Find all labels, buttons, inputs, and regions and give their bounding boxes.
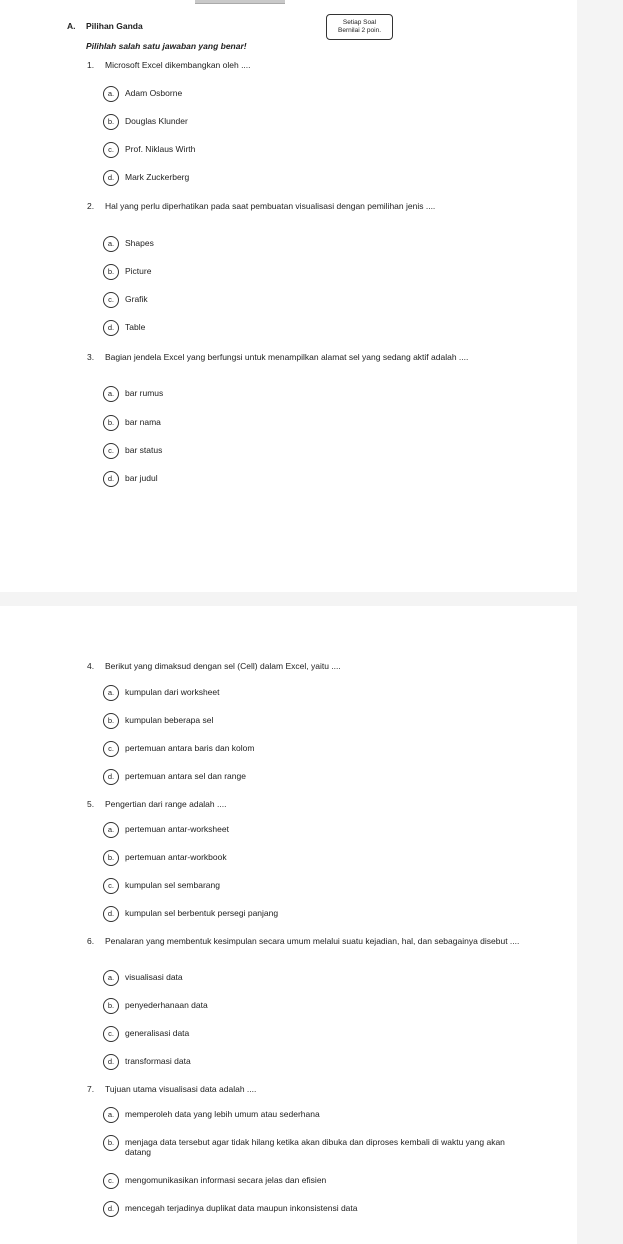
- option-key: a.: [103, 1107, 119, 1123]
- option-key: b.: [103, 1135, 119, 1151]
- badge-line-1: Setiap Soal: [342, 19, 377, 26]
- option-label: Picture: [125, 266, 152, 276]
- option-key: c.: [103, 292, 119, 308]
- option-key: a.: [103, 86, 119, 102]
- question-number: 2.: [87, 201, 95, 211]
- option-label: pertemuan antara sel dan range: [125, 771, 246, 781]
- question-text: Berikut yang dimaksud dengan sel (Cell) dalam Excel, yaitu ....: [105, 661, 341, 671]
- question-7: [87, 1084, 527, 1094]
- header-bar: [195, 0, 285, 4]
- option-label: penyederhanaan data: [125, 1000, 208, 1010]
- question-text: Microsoft Excel dikembangkan oleh ....: [105, 60, 251, 70]
- option-label: bar judul: [125, 473, 158, 483]
- question-6: [87, 936, 527, 946]
- question-number: 1.: [87, 60, 95, 70]
- option-key: b.: [103, 998, 119, 1014]
- option-key: a.: [103, 236, 119, 252]
- question-number: 6.: [87, 936, 95, 946]
- page-1: [0, 0, 577, 592]
- option-label: pertemuan antar-worksheet: [125, 824, 229, 834]
- option-key: c.: [103, 741, 119, 757]
- option-key: d.: [103, 471, 119, 487]
- option-label: Mark Zuckerberg: [125, 172, 190, 182]
- option-key: c.: [103, 878, 119, 894]
- question-5: [87, 799, 527, 809]
- section-letter: A.: [67, 21, 76, 31]
- option-label: kumpulan beberapa sel: [125, 715, 214, 725]
- option-label: pertemuan antara baris dan kolom: [125, 743, 255, 753]
- option-label: transformasi data: [125, 1056, 191, 1066]
- question-1: [87, 60, 527, 70]
- question-text: Pengertian dari range adalah ....: [105, 799, 227, 809]
- option-key: c.: [103, 1026, 119, 1042]
- option-label: memperoleh data yang lebih umum atau sederhana: [125, 1109, 320, 1119]
- option-label: bar status: [125, 445, 163, 455]
- question-3: [87, 352, 527, 362]
- option-label: Adam Osborne: [125, 88, 183, 98]
- option-key: b.: [103, 415, 119, 431]
- instruction: Pilihlah salah satu jawaban yang benar!: [86, 41, 247, 51]
- option-key: d.: [103, 1054, 119, 1070]
- option-key: c.: [103, 1173, 119, 1189]
- page-2: [0, 606, 577, 1244]
- option-key: b.: [103, 850, 119, 866]
- points-badge: [326, 14, 393, 40]
- option-label: mengomunikasikan informasi secara jelas dan efisien: [125, 1175, 327, 1185]
- option-label: bar nama: [125, 417, 161, 427]
- option-key: d.: [103, 906, 119, 922]
- option-key: a.: [103, 822, 119, 838]
- question-4: [87, 661, 527, 671]
- option-key: a.: [103, 970, 119, 986]
- option-label: kumpulan sel sembarang: [125, 880, 220, 890]
- option-key: c.: [103, 142, 119, 158]
- question-text: Tujuan utama visualisasi data adalah ....: [105, 1084, 257, 1094]
- question-number: 7.: [87, 1084, 95, 1094]
- option-key: a.: [103, 685, 119, 701]
- option-key: d.: [103, 320, 119, 336]
- option-label: Douglas Klunder: [125, 116, 188, 126]
- section-title: [67, 21, 143, 31]
- question-text: Hal yang perlu diperhatikan pada saat pembuatan visualisasi dengan pemilihan jenis ....: [105, 201, 436, 211]
- option-label: kumpulan sel berbentuk persegi panjang: [125, 908, 279, 918]
- option-label: generalisasi data: [125, 1028, 190, 1038]
- option-label: kumpulan dari worksheet: [125, 687, 220, 697]
- option-label: pertemuan antar-workbook: [125, 852, 227, 862]
- option-label: menjaga data tersebut agar tidak hilang ketika akan dibuka dan diproses kembali di waktu yang akan datang: [125, 1137, 505, 1157]
- section-title-text: Pilihan Ganda: [86, 21, 143, 31]
- option-label: Grafik: [125, 294, 148, 304]
- option-label: bar rumus: [125, 388, 164, 398]
- option-label: Table: [125, 322, 146, 332]
- badge-line-2: Bernilai 2 poin.: [338, 27, 381, 34]
- option-label: visualisasi data: [125, 972, 183, 982]
- option-key: b.: [103, 264, 119, 280]
- option-key: c.: [103, 443, 119, 459]
- question-text: Penalaran yang membentuk kesimpulan secara umum melalui suatu kejadian, hal, dan sebagainya disebut ....: [105, 936, 520, 946]
- option-label: Prof. Niklaus Wirth: [125, 144, 196, 154]
- question-number: 5.: [87, 799, 95, 809]
- option-key: d.: [103, 170, 119, 186]
- option-key: a.: [103, 386, 119, 402]
- question-number: 4.: [87, 661, 95, 671]
- option-label: Shapes: [125, 238, 154, 248]
- option-key: b.: [103, 114, 119, 130]
- question-2: [87, 201, 527, 211]
- option-key: d.: [103, 769, 119, 785]
- option-key: b.: [103, 713, 119, 729]
- question-number: 3.: [87, 352, 95, 362]
- option-label: mencegah terjadinya duplikat data maupun inkonsistensi data: [125, 1203, 358, 1213]
- question-text: Bagian jendela Excel yang berfungsi untuk menampilkan alamat sel yang sedang aktif adalah ....: [105, 352, 469, 362]
- option-key: d.: [103, 1201, 119, 1217]
